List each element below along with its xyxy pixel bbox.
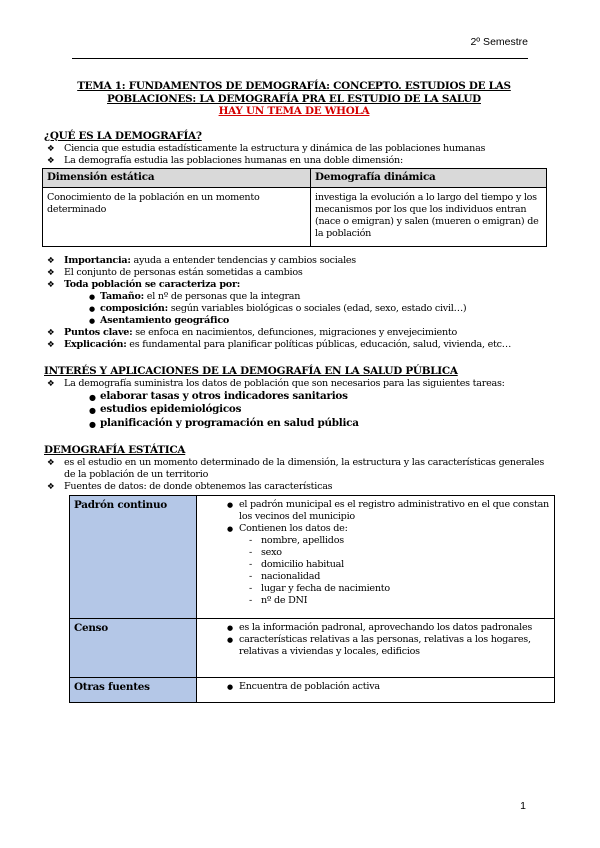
list-item xyxy=(44,315,544,327)
section-heading-interes: INTERÉS Y APLICACIONES DE LA DEMOGRAFÍA EN LA SALUD PÚBLICA xyxy=(44,364,458,377)
table-cell-estatica: Conocimiento de la población en un momento determinado xyxy=(43,187,311,246)
list-item: ❖ Ciencia que estudia estadísticamente la estructura y dinámica de las poblaciones humanas xyxy=(44,143,544,155)
title-line-1: TEMA 1: FUNDAMENTOS DE DEMOGRAFÍA: CONCEPTO. ESTUDIOS DE LAS xyxy=(77,80,511,92)
table-cell-dinamica: investiga la evolución a lo largo del tiempo y los mecanismos por los que los individuos entran (nace o emigran) y salen (mueren o emigran) de la población xyxy=(311,187,547,246)
page-content xyxy=(44,80,549,703)
semester-header: 2º Semestre xyxy=(470,36,528,48)
list-item xyxy=(44,327,544,339)
padron-fields-list xyxy=(227,535,550,607)
tamano-label: Tamaño: xyxy=(100,290,144,302)
source-cell-padron xyxy=(197,496,555,619)
puntos-clave-label: Puntos clave: xyxy=(64,326,133,338)
list-item xyxy=(44,255,544,267)
source-label-censo: Censo xyxy=(70,619,197,678)
characteristics-list xyxy=(44,255,544,291)
list-item: ❖ La demografía suministra los datos de población que son necesarios para las siguientes tareas: xyxy=(44,378,544,390)
source-cell-censo xyxy=(197,619,555,678)
list-item xyxy=(44,303,544,315)
page-number: 1 xyxy=(520,800,526,812)
table-header-dinamica: Demografía dinámica xyxy=(311,168,547,187)
tamano-text: el nº de personas que la integran xyxy=(143,290,301,302)
list-item: - domicilio habitual xyxy=(227,559,550,571)
list-item: ❖ Fuentes de datos: de donde obtenemos las características xyxy=(44,481,544,493)
static-list xyxy=(44,457,544,493)
list-item: ● Contienen los datos de: xyxy=(227,523,550,535)
list-item: ● el padrón municipal es el registro administrativo en el que constan los vecinos del municipio xyxy=(227,499,550,523)
list-item: ❖ El conjunto de personas están sometidas a cambios xyxy=(44,267,544,279)
characteristics-sublist xyxy=(44,291,544,327)
list-item: - nombre, apellidos xyxy=(227,535,550,547)
title-line-3: HAY UN TEMA DE WHOLA xyxy=(218,105,370,117)
list-item: ● estudios epidemiológicos xyxy=(44,403,544,417)
source-label-padron: Padrón continuo xyxy=(70,496,197,619)
definition-list xyxy=(44,143,544,167)
list-item xyxy=(44,279,544,291)
key-points-list xyxy=(44,327,544,351)
title-line-2: POBLACIONES: LA DEMOGRAFÍA PRA EL ESTUDIO DE LA SALUD xyxy=(107,92,481,105)
list-item: - sexo xyxy=(227,547,550,559)
section-heading-que-es: ¿QUÉ ES LA DEMOGRAFÍA? xyxy=(44,129,202,142)
source-label-otras: Otras fuentes xyxy=(70,678,197,703)
list-item: - nacionalidad xyxy=(227,571,550,583)
list-item: ● planificación y programación en salud pública xyxy=(44,417,544,431)
list-item: ● Encuentra de población activa xyxy=(227,681,550,693)
header-divider xyxy=(72,58,528,59)
table-header-estatica: Dimensión estática xyxy=(43,168,311,187)
explicacion-label: Explicación: xyxy=(64,338,127,350)
source-cell-otras xyxy=(197,678,555,703)
list-item: ● es la información padronal, aprovechando los datos padronales xyxy=(227,622,550,634)
asentamiento-label: Asentamiento geográfico xyxy=(100,314,230,326)
explicacion-text: es fundamental para planificar políticas públicas, educación, salud, vivienda, etc… xyxy=(126,338,512,350)
composicion-text: según variables biológicas o sociales (edad, sexo, estado civil…) xyxy=(167,302,467,314)
list-item: ❖ es el estudio en un momento determinado de la dimensión, la estructura y las características generales de la población de un territorio xyxy=(44,457,544,481)
section-heading-estatica: DEMOGRAFÍA ESTÁTICA xyxy=(44,444,186,456)
data-sources-table xyxy=(69,495,555,703)
importancia-label: Importancia: xyxy=(64,254,131,266)
list-item: ● elaborar tasas y otros indicadores sanitarios xyxy=(44,390,544,404)
puntos-clave-text: se enfoca en nacimientos, defunciones, migraciones y envejecimiento xyxy=(132,326,458,338)
list-item xyxy=(44,339,544,351)
interest-list xyxy=(44,378,544,390)
composicion-label: composición: xyxy=(100,302,168,314)
dimension-table xyxy=(42,168,547,247)
tasks-list xyxy=(44,390,544,431)
toda-poblacion-label: Toda población se caracteriza por: xyxy=(64,278,241,290)
list-item xyxy=(44,291,544,303)
list-item: - nº de DNI xyxy=(227,595,550,607)
list-item: ❖ La demografía estudia las poblaciones humanas en una doble dimensión: xyxy=(44,155,544,167)
list-item: ● características relativas a las personas, relativas a los hogares, relativas a viviendas y locales, edificios xyxy=(227,634,550,658)
list-item: - lugar y fecha de nacimiento xyxy=(227,583,550,595)
importancia-text: ayuda a entender tendencias y cambios sociales xyxy=(130,254,356,266)
